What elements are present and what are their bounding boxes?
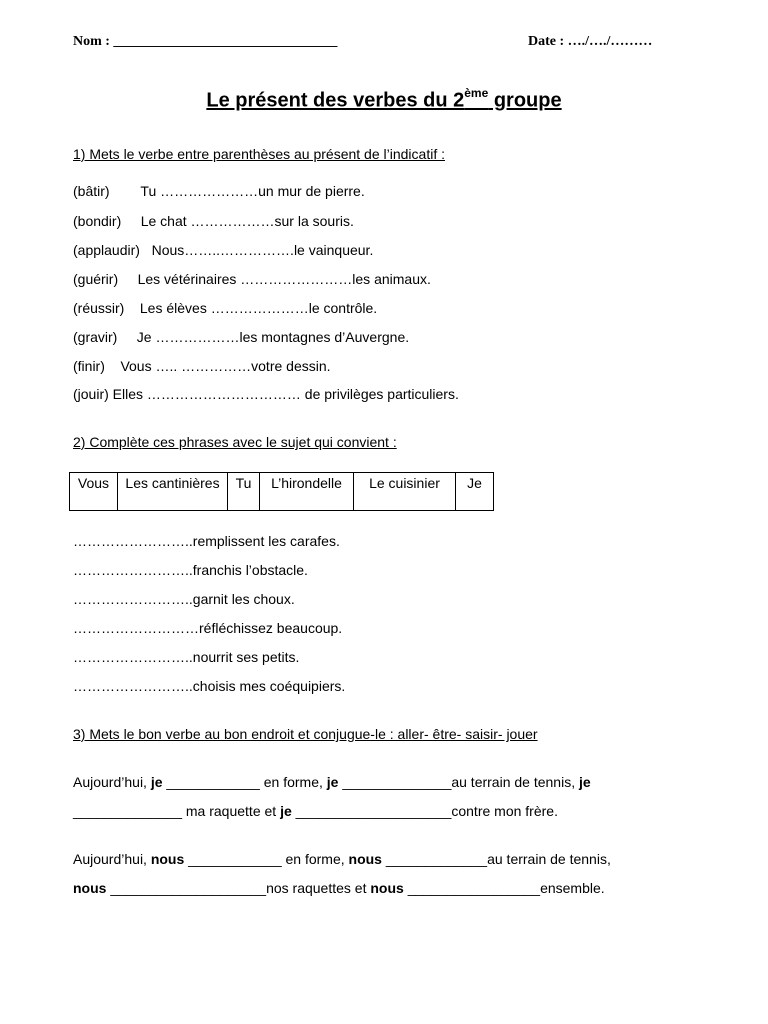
- pronoun: nous: [150, 851, 185, 867]
- section-3-heading: 3) Mets le bon verbe au bon endroit et conjugue-le : aller- être- saisir- jouer: [73, 726, 538, 742]
- subject-cell: Je: [456, 473, 494, 511]
- exercise-1-line: (applaudir) Nous……..…………….le vainqueur.: [73, 242, 374, 258]
- text-run: ______________ ma raquette et: [73, 803, 281, 819]
- subject-cell: Vous: [70, 473, 118, 511]
- exercise-2-line: ……………………..nourrit ses petits.: [73, 649, 300, 665]
- text-run: _________________ensemble.: [403, 880, 605, 896]
- exercise-1-line: (bâtir) Tu …………………un mur de pierre.: [73, 183, 365, 199]
- exercise-2-line: ……………………..choisis mes coéquipiers.: [73, 678, 346, 694]
- section-2-heading: 2) Complète ces phrases avec le sujet qui convient :: [73, 434, 397, 450]
- subject-cell: Tu: [228, 473, 260, 511]
- title-end: groupe: [488, 89, 562, 112]
- exercise-1-line: (réussir) Les élèves …………………le contrôle.: [73, 300, 378, 316]
- paragraph-nous-line-2: [73, 880, 605, 896]
- text-run: ____________ en forme,: [162, 774, 327, 790]
- exercise-1-line: (bondir) Le chat ………………sur la souris.: [73, 213, 354, 229]
- exercise-1-line: (jouir) Elles …………………………… de privilèges particuliers.: [73, 386, 459, 402]
- subject-cell: Le cuisinier: [354, 473, 456, 511]
- subjects-table: [69, 472, 494, 511]
- exercise-2-line: ……………………..remplissent les carafes.: [73, 533, 340, 549]
- pronoun: je: [326, 774, 339, 790]
- exercise-1-line: (guérir) Les vétérinaires ……………………les animaux.: [73, 271, 431, 287]
- subject-cell: Les cantinières: [118, 473, 228, 511]
- paragraph-je-line-1: [73, 774, 591, 790]
- title-sup: ème: [464, 86, 489, 100]
- text-run: ____________________contre mon frère.: [291, 803, 558, 819]
- paragraph-nous-line-1: [73, 851, 611, 867]
- paragraph-je-line-2: [73, 803, 558, 819]
- title-main: Le présent des verbes du 2: [206, 89, 465, 112]
- pronoun: nous: [370, 880, 404, 896]
- pronoun: je: [150, 774, 163, 790]
- pronoun: je: [280, 803, 292, 819]
- exercise-1-line: (finir) Vous ….. ……………votre dessin.: [73, 358, 331, 374]
- text-run: ______________au terrain de tennis,: [338, 774, 579, 790]
- subjects-row: [70, 473, 494, 511]
- pronoun: je: [578, 774, 591, 790]
- subject-cell: L’hirondelle: [260, 473, 354, 511]
- pronoun: nous: [73, 880, 107, 896]
- name-field-label: Nom : ________________________________: [73, 34, 338, 49]
- text-run: _____________au terrain de tennis,: [381, 851, 611, 867]
- section-1-heading: 1) Mets le verbe entre parenthèses au présent de l’indicatif :: [73, 146, 445, 162]
- text-run: ____________________nos raquettes et: [106, 880, 371, 896]
- page-title: [0, 88, 768, 113]
- pronoun: nous: [348, 851, 382, 867]
- date-field-label: Date : …./…./………: [528, 34, 653, 49]
- exercise-1-line: (gravir) Je ………………les montagnes d’Auvergne.: [73, 329, 410, 345]
- exercise-2-line: ……………………..garnit les choux.: [73, 591, 295, 607]
- exercise-2-line: ………………………réfléchissez beaucoup.: [73, 620, 343, 636]
- text-run: ____________ en forme,: [184, 851, 349, 867]
- text-run: Aujourd’hui,: [73, 851, 151, 867]
- text-run: Aujourd’hui,: [73, 774, 151, 790]
- exercise-2-line: ……………………..franchis l’obstacle.: [73, 562, 308, 578]
